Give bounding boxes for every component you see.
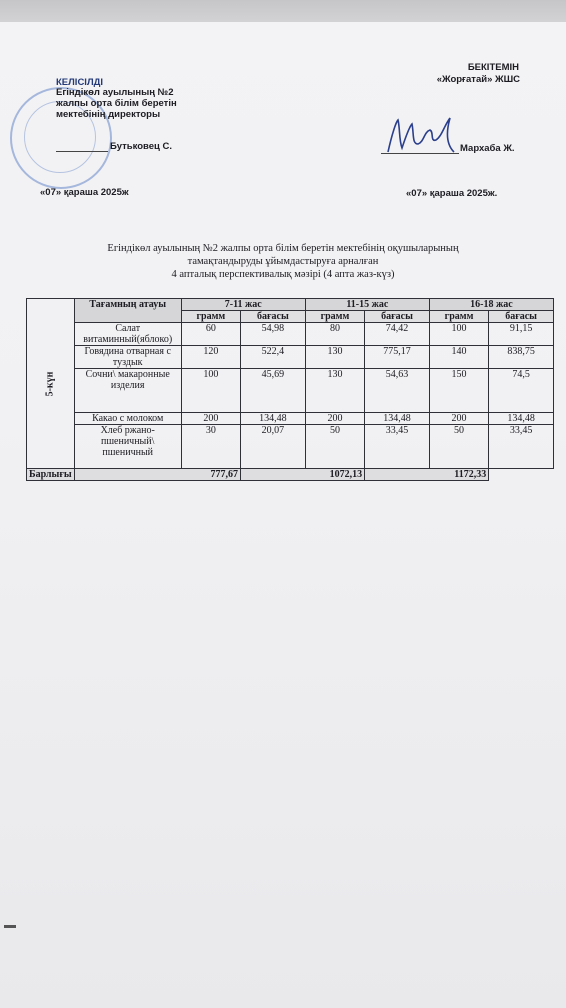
price-cell: 54,63 bbox=[365, 369, 430, 413]
gram-cell: 130 bbox=[305, 369, 364, 413]
price-cell: 134,48 bbox=[365, 413, 430, 425]
gram-cell: 50 bbox=[305, 425, 364, 469]
title-line-3: 4 апталық перспективалық мәзірі (4 апта жаз-күз) bbox=[171, 269, 395, 280]
gram-cell: 130 bbox=[305, 346, 364, 369]
price-cell: 54,98 bbox=[241, 323, 306, 346]
total-16-18: 1172,33 bbox=[365, 469, 489, 481]
total-11-15: 1072,13 bbox=[241, 469, 365, 481]
age-group-header-1: 7-11 жас bbox=[181, 299, 305, 311]
gram-cell: 100 bbox=[181, 369, 240, 413]
right-name: Мархаба Ж. bbox=[460, 143, 515, 154]
gram-cell: 30 bbox=[181, 425, 240, 469]
table-row bbox=[27, 413, 554, 425]
day-column bbox=[27, 299, 75, 469]
age-group-header-3: 16-18 жас bbox=[429, 299, 553, 311]
gram-cell: 150 bbox=[429, 369, 488, 413]
subheader-price: бағасы bbox=[365, 311, 430, 323]
dish-name: Какао с молоком bbox=[74, 413, 181, 425]
subheader-gram: грамм bbox=[429, 311, 488, 323]
left-line-1: Егіндікөл ауылының №2 bbox=[56, 87, 174, 98]
table-row bbox=[27, 346, 554, 369]
dish-column-header: Тағамның атауы bbox=[74, 299, 181, 323]
left-heading: КЕЛІСІЛДІ bbox=[56, 77, 104, 88]
right-heading: БЕКІТЕМІН bbox=[467, 62, 519, 73]
price-cell: 33,45 bbox=[365, 425, 430, 469]
gram-cell: 200 bbox=[181, 413, 240, 425]
edge-mark bbox=[4, 925, 16, 928]
gram-cell: 80 bbox=[305, 323, 364, 346]
table-row bbox=[27, 425, 554, 469]
gram-cell: 60 bbox=[181, 323, 240, 346]
total-label: Барлығы bbox=[27, 469, 75, 481]
subheader-gram: грамм bbox=[181, 311, 240, 323]
dish-name: Хлеб ржано-пшеничный\ пшеничный bbox=[74, 425, 181, 469]
left-signature-line bbox=[56, 151, 108, 152]
handwritten-signature bbox=[384, 114, 468, 158]
price-cell: 20,07 bbox=[241, 425, 306, 469]
price-cell: 775,17 bbox=[365, 346, 430, 369]
total-row bbox=[27, 469, 554, 481]
left-line-2: жалпы орта білім беретін bbox=[56, 98, 177, 109]
price-cell: 91,15 bbox=[489, 323, 554, 346]
document-page bbox=[0, 22, 566, 1008]
subheader-price: бағасы bbox=[241, 311, 306, 323]
table-row bbox=[27, 323, 554, 346]
price-cell: 33,45 bbox=[489, 425, 554, 469]
left-date: «07» қараша 2025ж bbox=[40, 187, 129, 198]
total-7-11: 777,67 bbox=[74, 469, 240, 481]
right-org: «Жорғатай» ЖШС bbox=[436, 74, 520, 85]
gram-cell: 200 bbox=[305, 413, 364, 425]
gram-cell: 120 bbox=[181, 346, 240, 369]
menu-table bbox=[26, 298, 554, 481]
age-group-header-2: 11-15 жас bbox=[305, 299, 429, 311]
price-cell: 838,75 bbox=[489, 346, 554, 369]
price-cell: 45,69 bbox=[241, 369, 306, 413]
left-line-3: мектебінің директоры bbox=[56, 109, 161, 120]
dish-name: Сочни\ макаронные изделия bbox=[74, 369, 181, 413]
dish-name: Салат витаминный(яблоко) bbox=[74, 323, 181, 346]
subheader-gram: грамм bbox=[305, 311, 364, 323]
table-header-row bbox=[27, 299, 554, 311]
title-line-1: Егіндікөл ауылының №2 жалпы орта білім беретін мектебінің оқушыларының bbox=[107, 243, 459, 254]
right-date: «07» қараша 2025ж. bbox=[406, 188, 498, 199]
gram-cell: 200 bbox=[429, 413, 488, 425]
gram-cell: 50 bbox=[429, 425, 488, 469]
title-line-2: тамақтандыруды ұйымдастыруға арналған bbox=[187, 256, 379, 267]
price-cell: 74,5 bbox=[489, 369, 554, 413]
price-cell: 134,48 bbox=[489, 413, 554, 425]
left-name: Бутьковец С. bbox=[110, 141, 173, 152]
price-cell: 134,48 bbox=[241, 413, 306, 425]
dish-name: Говядина отварная с туздык bbox=[74, 346, 181, 369]
price-cell: 522,4 bbox=[241, 346, 306, 369]
day-label: 5-күн bbox=[44, 371, 56, 396]
table-row bbox=[27, 369, 554, 413]
price-cell: 74,42 bbox=[365, 323, 430, 346]
gram-cell: 100 bbox=[429, 323, 488, 346]
gram-cell: 140 bbox=[429, 346, 488, 369]
subheader-price: бағасы bbox=[489, 311, 554, 323]
